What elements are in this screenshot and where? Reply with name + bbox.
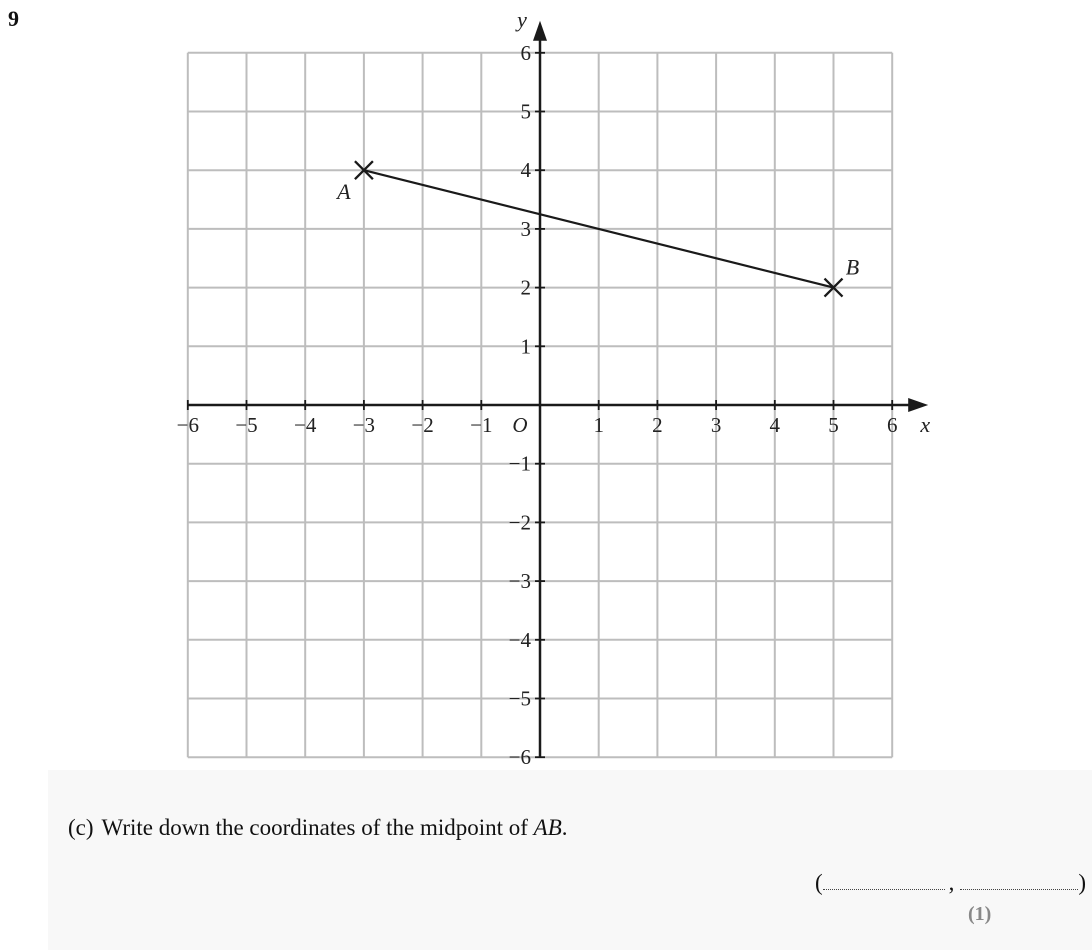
y-tick-label: 6 <box>520 40 531 65</box>
y-tick-label: 1 <box>520 334 531 359</box>
point-b-label: B <box>845 254 860 280</box>
y-tick-label: −5 <box>508 686 531 711</box>
x-axis-arrow <box>908 398 928 412</box>
question-part-c <box>68 815 568 841</box>
x-tick-label: 6 <box>886 413 898 437</box>
y-axis-label: y <box>517 6 527 32</box>
answer-area-background <box>48 770 1092 950</box>
y-tick-label: −2 <box>508 510 531 535</box>
x-tick-label: −5 <box>235 413 258 437</box>
x-tick-label: 5 <box>828 413 839 437</box>
close-bracket: ) <box>1078 870 1087 895</box>
x-tick-label: −2 <box>411 413 434 437</box>
part-label: (c) <box>68 815 94 840</box>
y-tick-label: −1 <box>508 451 531 476</box>
x-axis-label: x <box>920 412 931 437</box>
y-tick-label: −6 <box>508 745 531 770</box>
y-tick-label: 2 <box>520 275 531 300</box>
x-tick-label: −4 <box>294 413 317 437</box>
point-a-label: A <box>337 179 351 205</box>
y-answer-blank[interactable] <box>960 875 1078 890</box>
x-tick-label: −6 <box>176 413 199 437</box>
y-axis-arrow <box>533 21 547 41</box>
x-tick-label: 2 <box>652 413 663 437</box>
part-c-text: Write down the coordinates of the midpoint of <box>101 815 534 840</box>
coordinate-answer-line[interactable] <box>815 870 1086 896</box>
x-tick-label: 1 <box>593 413 604 437</box>
x-tick-label: 3 <box>710 413 722 437</box>
y-tick-label: 4 <box>520 158 531 183</box>
marks-label: (1) <box>968 903 992 925</box>
segment-name: AB <box>533 815 562 840</box>
answer-separator: , <box>948 870 955 895</box>
y-tick-label: −3 <box>508 569 531 594</box>
origin-label: O <box>512 413 528 437</box>
open-bracket: ( <box>815 870 823 895</box>
y-tick-label: 5 <box>520 99 531 124</box>
question-number: 9 <box>8 6 19 31</box>
x-tick-label: −1 <box>470 413 493 437</box>
x-answer-blank[interactable] <box>823 875 945 890</box>
x-tick-label: 4 <box>769 413 781 437</box>
y-tick-label: −4 <box>508 627 531 652</box>
x-tick-label: −3 <box>352 413 376 437</box>
y-tick-label: 3 <box>520 216 531 241</box>
part-c-end: . <box>561 815 568 840</box>
